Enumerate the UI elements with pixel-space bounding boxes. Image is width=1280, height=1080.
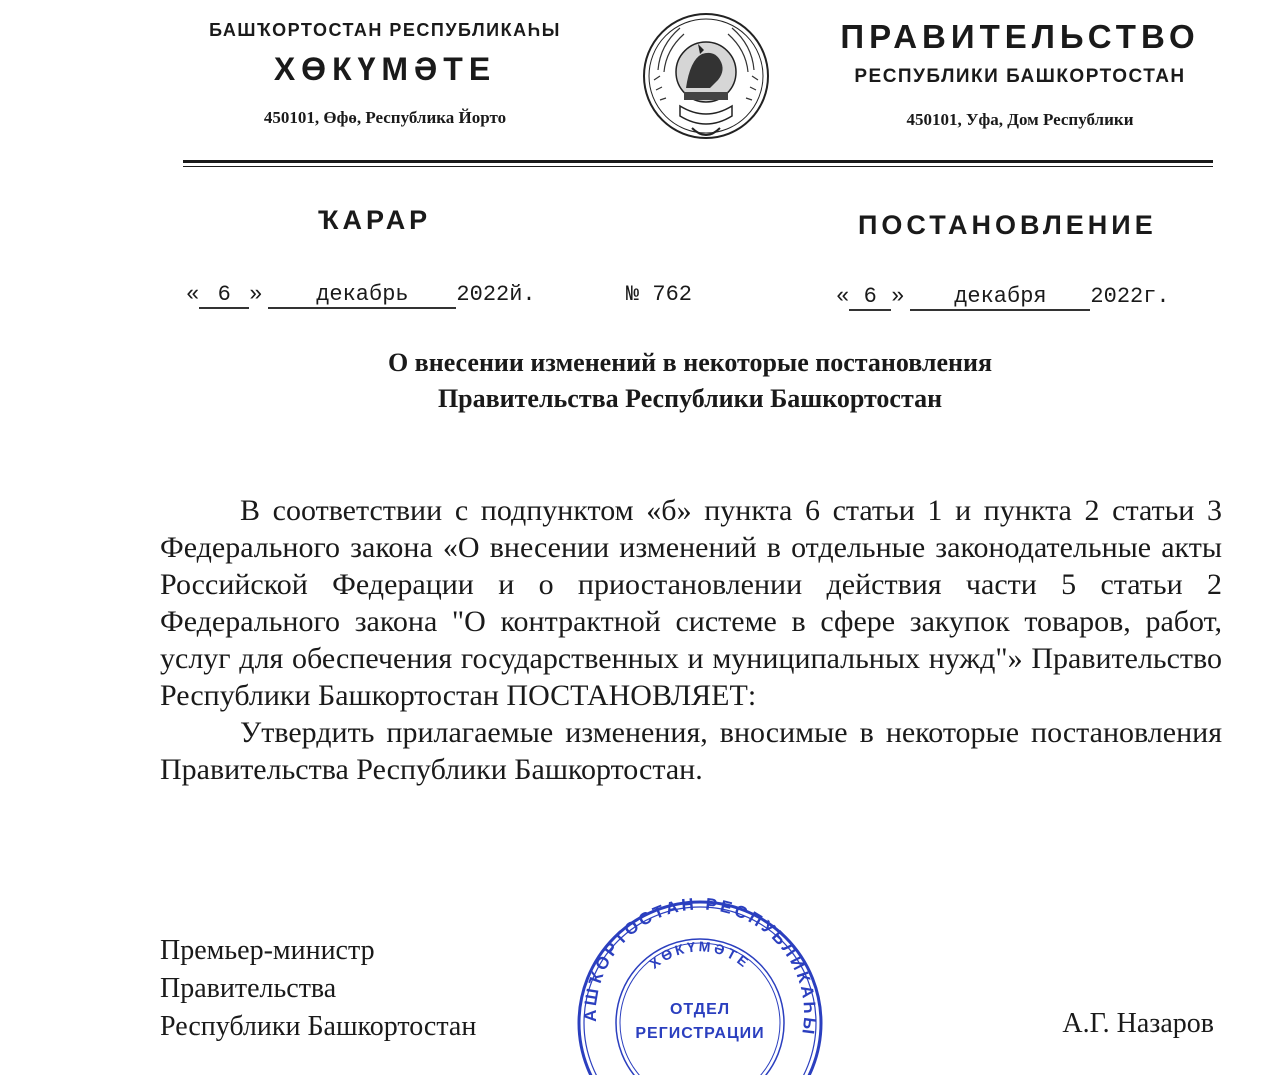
registration-stamp	[575, 898, 825, 1080]
date-left-year-suffix: 22	[482, 282, 510, 307]
date-right-year-suffix: 22	[1116, 284, 1144, 309]
title-line1: О внесении изменений в некоторые постановления	[387, 348, 993, 377]
date-right-month: декабря	[910, 285, 1090, 311]
signature-line1: Премьер-министр	[160, 935, 375, 966]
date-right-suffix: г.	[1143, 284, 1170, 309]
svg-text:ХӨКҮМӘТЕ	[646, 938, 753, 972]
header-right-block	[810, 18, 1230, 130]
date-left-month: декабрь	[268, 283, 456, 309]
quote-close-right: »	[891, 284, 905, 309]
header-right-address: 450101, Уфа, Дом Республики	[906, 110, 1134, 129]
document-title	[160, 345, 1220, 417]
body-paragraph-2: Утвердить прилагаемые изменения, вносимые в некоторые постановления Правительства Республики Башкортостан.	[160, 716, 1222, 786]
quote-open: «	[186, 282, 200, 307]
signature-line3: Республики Башкортостан	[160, 1011, 477, 1042]
document-number: № 762	[626, 282, 693, 307]
stamp-center-line1: ОТДЕЛ	[669, 1001, 731, 1018]
header-left-line1: БАШҠОРТОСТАН РЕСПУБЛИКАҺЫ	[209, 20, 561, 40]
header-left-line2: ХӨКҮМӘТЕ	[273, 51, 497, 87]
date-left-day: 6	[199, 283, 249, 309]
dateline-left	[186, 282, 536, 309]
doc-type-left: ҠАРАР	[318, 205, 432, 235]
title-line2: Правительства Республики Башкортостан	[437, 384, 943, 413]
signature-block	[160, 932, 476, 1046]
doc-type-right: ПОСТАНОВЛЕНИЕ	[858, 210, 1157, 240]
stamp-center-line2: РЕГИСТРАЦИИ	[635, 1025, 765, 1042]
date-left-suffix: й.	[509, 282, 536, 307]
header-right-line1: ПРАВИТЕЛЬСТВО	[840, 18, 1200, 55]
header-rule-thin	[183, 166, 1213, 167]
date-right-year-prefix: 20	[1090, 284, 1117, 309]
body-paragraph-1: В соответствии с подпунктом «б» пункта 6 статьи 1 и пункта 2 статьи 3 Федерального закона «О внесении изменений в отдельные законодательные акты Российской Федерации и о приостановлении действия части 5 статьи 2 Федерального закона "О контрактной системе в сфере закупок товаров, работ, услуг для обеспечения государственных и муниципальных нужд"» Правительство Республики Башкортостан ПОСТАНОВЛЯЕТ:	[160, 494, 1222, 712]
stamp-ring-text2: ХӨКҮМӘТЕ	[646, 938, 754, 972]
quote-close: »	[249, 282, 263, 307]
header-rule-thick	[183, 160, 1213, 163]
header-right-line2: РЕСПУБЛИКИ БАШКОРТОСТАН	[854, 66, 1186, 87]
header-left-block	[140, 18, 630, 128]
quote-open-right: «	[836, 284, 850, 309]
date-right-day: 6	[849, 285, 891, 311]
signer-name: А.Г. Назаров	[1062, 1008, 1214, 1039]
stamp-ring-text: АШҠОРТОСТАН РЕСПУБЛИКАҺЫ	[580, 898, 820, 1039]
document-body	[160, 492, 1222, 788]
header-left-address: 450101, Өфө, Республика Йорто	[263, 108, 507, 127]
date-left-year-prefix: 20	[456, 282, 483, 307]
dateline-right	[836, 284, 1170, 311]
coat-of-arms-emblem	[640, 10, 772, 155]
signature-line2: Правительства	[160, 973, 337, 1004]
